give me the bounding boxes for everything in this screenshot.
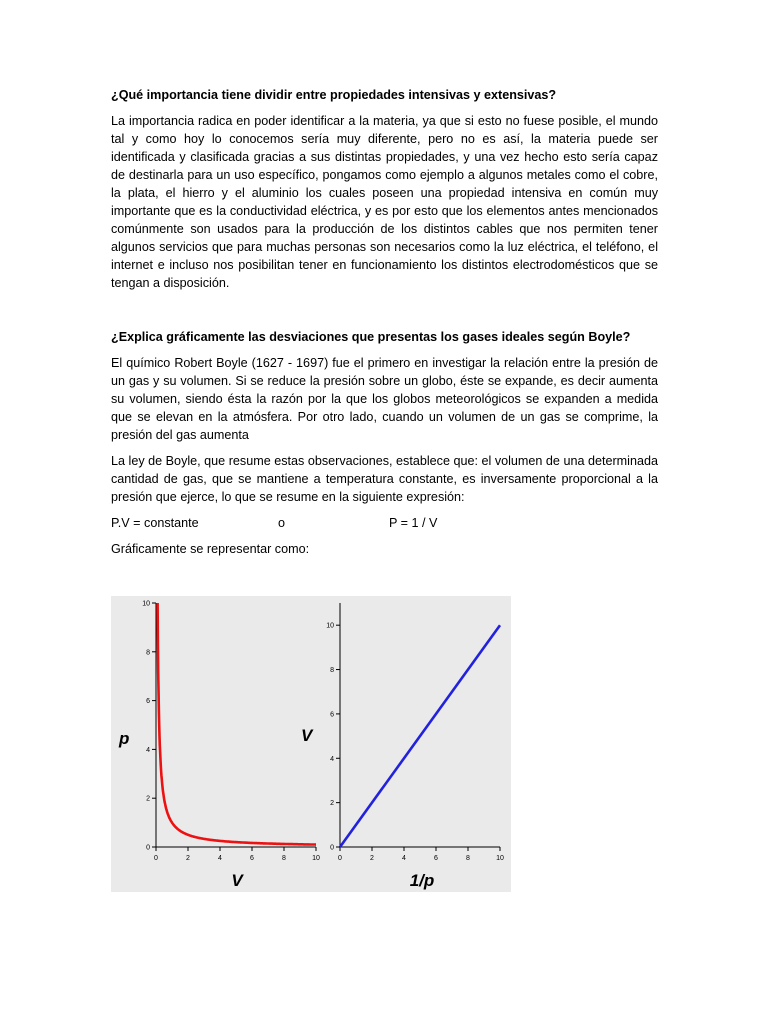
x-tick-label: 8 (282, 855, 286, 862)
x-tick-label: 6 (250, 855, 254, 862)
y-tick-label: 6 (330, 711, 334, 719)
graphs-svg (111, 596, 511, 892)
y-tick-label: 4 (330, 755, 334, 763)
y-tick-label: 0 (330, 844, 334, 852)
y-tick-label: 10 (326, 622, 334, 630)
graph-intro: Gráficamente se representar como: (111, 542, 310, 556)
x-axis-label-1: V (231, 871, 243, 890)
y-tick-label: 10 (142, 600, 150, 608)
x-axis-label-2: 1/p (409, 871, 435, 890)
y-axis-label-2: V (301, 726, 313, 745)
y-tick-label: 4 (146, 746, 150, 754)
y-tick-label: 0 (146, 844, 150, 852)
x-tick-label: 10 (312, 855, 320, 862)
answer-2-paragraph-2: La ley de Boyle, que resume estas observaciones, establece que: el volumen de una determinada cantidad de gas, que se mantiene a temperatura constante, es inversamente proporcional a la presión que ejerce, lo que se resume en la siguiente expresión: (111, 454, 658, 504)
x-tick-label: 8 (466, 855, 470, 862)
boyle-formula (111, 514, 658, 532)
question-1: ¿Qué importancia tiene dividir entre propiedades intensivas y extensivas? (111, 88, 557, 102)
x-tick-label: 0 (154, 855, 158, 862)
formula-right: P = 1 / V (389, 516, 438, 530)
x-tick-label: 6 (434, 855, 438, 862)
x-tick-label: 2 (186, 855, 190, 862)
formula-left: P.V = constante (111, 516, 199, 530)
y-tick-label: 8 (330, 667, 334, 675)
y-axis-label-1: p (119, 729, 130, 748)
formula-or: o (278, 516, 286, 530)
volume-inverse-pressure-line (340, 625, 500, 847)
x-tick-label: 2 (370, 855, 374, 862)
boyle-graphs-figure (111, 596, 511, 892)
question-2: ¿Explica gráficamente las desviaciones que presentas los gases ideales según Boyle? (111, 330, 631, 344)
y-tick-label: 6 (146, 698, 150, 706)
answer-1-paragraph: La importancia radica en poder identificar a la materia, ya que si esto no fuese posible, el mundo tal y como hoy lo conocemos sería muy diferente, pero no es así, la materia puede ser identificada y clasificada gracias a sus distintas propiedades, y una vez hecho esto sería capaz de destinarla para un uso específico, pongamos como ejemplo a algunos metales como el cobre, la plata, el hierro y el aluminio los cuales poseen una propiedad intensiva en común muy importante que es la conductividad eléctrica, y es por esto que los elementos antes mencionados comúnmente son usados para la producción de los distintos cables que nos permiten tener algunos servicios que para muchas personas son necesarios como la luz eléctrica, el teléfono, el internet e incluso nos posibilitan tener en funcionamiento los distintos electrodomésticos que se tengan a disposición. (111, 114, 658, 290)
y-tick-label: 2 (330, 800, 334, 808)
answer-2-paragraph-1: El químico Robert Boyle (1627 - 1697) fue el primero en investigar la relación entre la presión de un gas y su volumen. Si se reduce la presión sobre un globo, éste se expande, es decir aumenta su volumen, siendo ésta la razón por la que los globos meteorológicos se expanden a medida que se elevan en la atmósfera. Por otro lado, cuando un volumen de un gas se comprime, la presión del gas aumenta (111, 356, 658, 442)
x-tick-label: 4 (218, 855, 222, 862)
x-tick-label: 10 (496, 855, 504, 862)
y-tick-label: 2 (146, 795, 150, 803)
x-tick-label: 0 (338, 855, 342, 862)
x-tick-label: 4 (402, 855, 406, 862)
y-tick-label: 8 (146, 649, 150, 657)
pressure-volume-curve (158, 603, 316, 845)
document-body (111, 86, 658, 558)
